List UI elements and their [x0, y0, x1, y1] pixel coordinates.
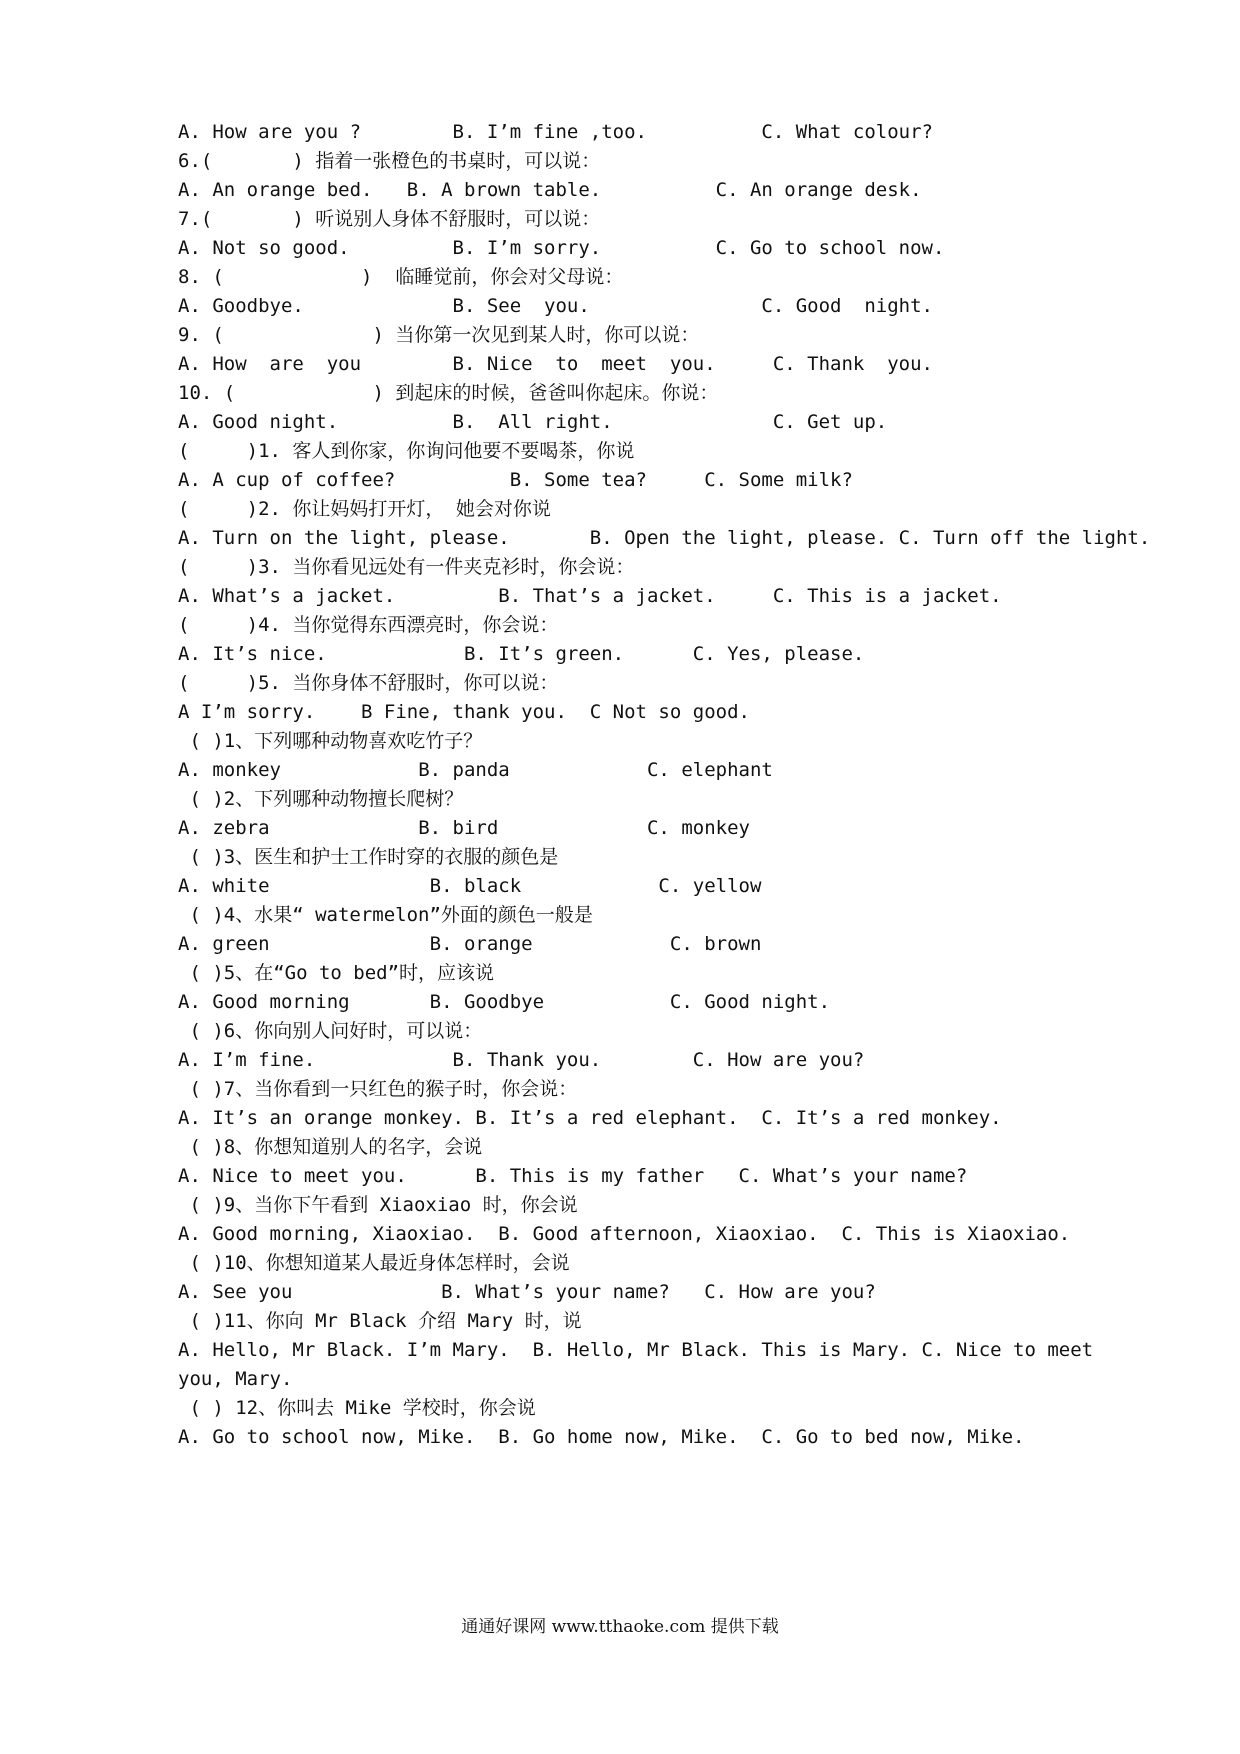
- options-line: A. A cup of coffee? B. Some tea? C. Some milk?: [178, 469, 853, 491]
- options-line: A. I’m fine. B. Thank you. C. How are you?: [178, 1049, 865, 1071]
- question-line: ( )6、你向别人问好时，可以说：: [178, 1020, 483, 1042]
- options-line: A. Turn on the light, please. B. Open the light, please. C. Turn off the light.: [178, 527, 1151, 549]
- question-line: ( )4. 当你觉得东西漂亮时，你会说：: [178, 614, 559, 636]
- question-line: ( )1. 客人到你家，你询问他要不要喝茶，你说: [178, 440, 635, 462]
- question-line: 7.( ) 听说别人身体不舒服时，可以说：: [178, 208, 601, 230]
- options-line: A I’m sorry. B Fine, thank you. C Not so good.: [178, 701, 750, 723]
- options-line: A. See you B. What’s your name? C. How are you?: [178, 1281, 876, 1303]
- options-line: A. Nice to meet you. B. This is my father C. What’s your name?: [178, 1165, 968, 1187]
- question-line: ( )2. 你让妈妈打开灯， 她会对你说: [178, 498, 551, 520]
- question-line: ( )5、在“Go to bed”时，应该说: [178, 962, 495, 984]
- question-line: 10. ( ) 到起床的时候，爸爸叫你起床。你说：: [178, 382, 719, 404]
- options-line: A. Good night. B. All right. C. Get up.: [178, 411, 888, 433]
- options-line: A. Good morning B. Goodbye C. Good night.: [178, 991, 831, 1013]
- options-line: A. Not so good. B. I’m sorry. C. Go to school now.: [178, 237, 945, 259]
- question-line: ( )10、你想知道某人最近身体怎样时，会说: [178, 1252, 570, 1274]
- options-line: A. green B. orange C. brown: [178, 933, 762, 955]
- options-line: A. An orange bed. B. A brown table. C. An orange desk.: [178, 179, 922, 201]
- options-line: A. Goodbye. B. See you. C. Good night.: [178, 295, 933, 317]
- question-line: ( )11、你向 Mr Black 介绍 Mary 时，说: [178, 1310, 582, 1332]
- options-line: A. It’s an orange monkey. B. It’s a red elephant. C. It’s a red monkey.: [178, 1107, 1002, 1129]
- text-line: A. How are you ? B. I’m fine ,too. C. What colour?: [178, 121, 933, 143]
- question-line: 9. ( ) 当你第一次见到某人时，你可以说：: [178, 324, 700, 346]
- question-line: ( )4、水果“ watermelon”外面的颜色一般是: [178, 904, 593, 926]
- options-line: A. monkey B. panda C. elephant: [178, 759, 773, 781]
- options-line: A. How are you B. Nice to meet you. C. Thank you.: [178, 353, 933, 375]
- question-line: ( )3. 当你看见远处有一件夹克衫时，你会说：: [178, 556, 635, 578]
- question-line: ( ) 12、你叫去 Mike 学校时，你会说: [178, 1397, 536, 1419]
- page-footer: 通通好课网 www.tthaoke.com 提供下载: [461, 1617, 779, 1637]
- options-line: A. Good morning, Xiaoxiao. B. Good afternoon, Xiaoxiao. C. This is Xiaoxiao.: [178, 1223, 1071, 1245]
- options-line: A. Go to school now, Mike. B. Go home now, Mike. C. Go to bed now, Mike.: [178, 1426, 1025, 1448]
- options-line: A. white B. black C. yellow: [178, 875, 762, 897]
- options-line: A. zebra B. bird C. monkey: [178, 817, 750, 839]
- question-line: 8. ( ) 临睡觉前，你会对父母说：: [178, 266, 624, 288]
- question-line: ( )7、当你看到一只红色的猴子时，你会说：: [178, 1078, 578, 1100]
- question-line: ( )3、医生和护士工作时穿的衣服的颜色是: [178, 846, 559, 868]
- question-line: ( )5. 当你身体不舒服时，你可以说：: [178, 672, 559, 694]
- question-line: ( )1、下列哪种动物喜欢吃竹子？: [178, 730, 483, 752]
- question-line: ( )9、当你下午看到 Xiaoxiao 时，你会说: [178, 1194, 578, 1216]
- question-list: [178, 118, 1151, 1452]
- question-line: ( )8、你想知道别人的名字，会说: [178, 1136, 483, 1158]
- options-line: A. It’s nice. B. It’s green. C. Yes, please.: [178, 643, 865, 665]
- question-line: 6.( ) 指着一张橙色的书桌时，可以说：: [178, 150, 601, 172]
- options-line: A. Hello, Mr Black. I’m Mary. B. Hello, Mr Black. This is Mary. C. Nice to meet: [178, 1339, 1094, 1361]
- question-line: ( )2、下列哪种动物擅长爬树？: [178, 788, 464, 810]
- options-line: A. What’s a jacket. B. That’s a jacket. C. This is a jacket.: [178, 585, 1002, 607]
- options-line-continued: you, Mary.: [178, 1368, 293, 1390]
